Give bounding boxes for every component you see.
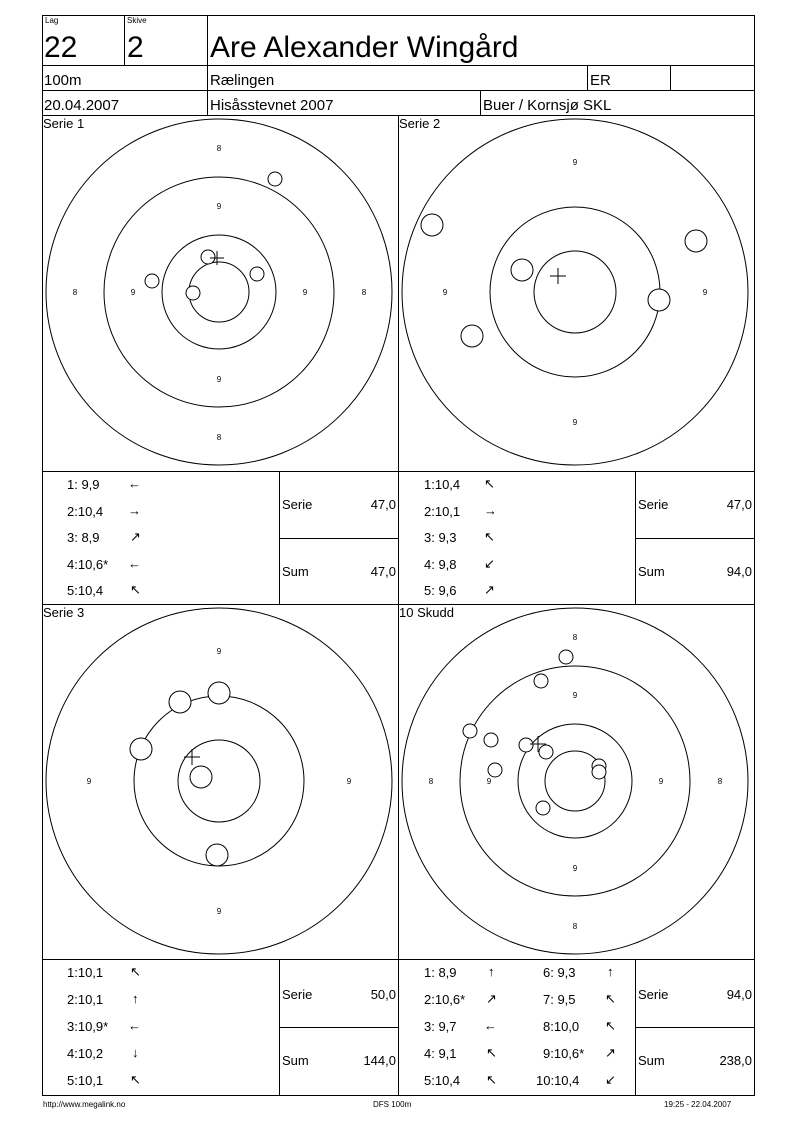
shot-row [67, 557, 108, 572]
shot-row [543, 965, 576, 980]
serie-value: 50,0 [370, 987, 396, 1002]
shot-row [67, 1073, 103, 1088]
sum-value: 47,0 [370, 564, 396, 579]
footer-url[interactable]: http://www.megalink.no [43, 1100, 126, 1109]
direction-arrow-icon: ← [128, 1018, 141, 1033]
header-div-class [670, 65, 671, 90]
shot-score: 10,4 [434, 477, 461, 492]
shot-row [67, 530, 100, 545]
shot-score: 10,4 [554, 1073, 580, 1088]
shot-row [543, 992, 576, 1007]
header-div-club [587, 65, 588, 90]
target-serie-3 [43, 605, 398, 960]
shooter-name: Are Alexander Wingård [210, 31, 519, 64]
shot-hole [145, 274, 159, 288]
ring-label: 9 [216, 907, 222, 916]
direction-arrow-icon: ↖ [486, 1072, 497, 1087]
shot-score: 10,1 [77, 965, 104, 980]
shot-number: 5: [67, 1073, 78, 1088]
direction-arrow-icon: → [128, 503, 141, 518]
shot-score: 9,6 [434, 583, 457, 598]
ring-label: 9 [658, 777, 664, 786]
direction-arrow-icon: ← [128, 476, 141, 491]
panel1-score-rule [42, 471, 754, 472]
direction-arrow-icon: ← [484, 1018, 497, 1033]
serie-label: Serie [638, 497, 669, 512]
target-10-skudd [399, 605, 754, 960]
shot-hole [685, 230, 707, 252]
shot-hole [208, 682, 230, 704]
p1-serie-sum-div [279, 538, 398, 539]
group-center-cross [184, 749, 200, 765]
panel-title-serie-1: Serie 1 [43, 116, 85, 131]
ring-label: 9 [346, 777, 352, 786]
border-right [754, 15, 755, 1095]
p4-serie-sum-div [635, 1027, 754, 1028]
shot-hole [559, 650, 573, 664]
shot-number: 7: [543, 992, 554, 1007]
header-rule-2 [42, 90, 754, 91]
shot-row [67, 477, 100, 492]
shot-number: 4: [424, 557, 435, 572]
shot-row [424, 1046, 457, 1061]
venue: Buer / Kornsjø SKL [483, 97, 612, 114]
direction-arrow-icon: → [484, 503, 497, 518]
ring-label: 9 [486, 777, 492, 786]
lag-number: 22 [44, 31, 78, 64]
skive-label: Skive [127, 16, 147, 25]
shot-number: 3: [67, 530, 78, 545]
shot-hole [488, 763, 502, 777]
shot-hole [484, 733, 498, 747]
shot-number: 3: [424, 530, 435, 545]
shot-number: 1: [424, 477, 435, 492]
shot-number: 5: [424, 583, 435, 598]
panel-title-serie-3: Serie 3 [43, 605, 85, 620]
direction-arrow-icon: ↖ [130, 1072, 141, 1087]
shot-number: 5: [67, 583, 78, 598]
shot-number: 2: [424, 504, 435, 519]
shot-score: 10,6* [434, 992, 466, 1007]
shot-row [424, 1073, 460, 1088]
ring-label: 8 [216, 144, 222, 153]
sum-label: Sum [282, 1053, 309, 1068]
serie-label: Serie [638, 987, 669, 1002]
direction-arrow-icon: ↖ [130, 964, 141, 979]
serie-value: 94,0 [726, 987, 752, 1002]
p3-serie-sum-div [279, 1027, 398, 1028]
skive-number: 2 [127, 31, 144, 64]
distance: 100m [44, 72, 82, 89]
shot-row [543, 1019, 579, 1034]
direction-arrow-icon: ↗ [130, 529, 141, 544]
ring-label: 8 [216, 433, 222, 442]
direction-arrow-icon: ↖ [484, 476, 495, 491]
ring-label: 8 [72, 288, 78, 297]
shot-hole [461, 325, 483, 347]
shot-number: 4: [424, 1046, 435, 1061]
group-center-cross [550, 268, 566, 284]
date: 20.04.2007 [44, 97, 120, 114]
footer-program: DFS 100m [373, 1100, 412, 1109]
direction-arrow-icon: ↓ [132, 1045, 139, 1060]
direction-arrow-icon: ↑ [488, 964, 495, 979]
ring-label: 8 [428, 777, 434, 786]
shot-row [536, 1073, 579, 1088]
p2-serie-sum-div [635, 538, 754, 539]
footer-timestamp: 19:25 - 22.04.2007 [664, 1100, 732, 1109]
header-rule-1 [42, 65, 754, 66]
ring-label: 9 [442, 288, 448, 297]
serie-label: Serie [282, 987, 313, 1002]
shot-hole [206, 844, 228, 866]
shot-number: 3: [67, 1019, 78, 1034]
shot-number: 2: [424, 992, 435, 1007]
ring-label: 9 [572, 158, 578, 167]
shot-number: 2: [67, 992, 78, 1007]
direction-arrow-icon: ↙ [484, 556, 495, 571]
shot-row [424, 1019, 457, 1034]
shot-hole [592, 765, 606, 779]
shot-score: 10,1 [77, 992, 104, 1007]
direction-arrow-icon: ↑ [607, 964, 614, 979]
shot-number: 3: [424, 1019, 435, 1034]
shot-score: 8,9 [434, 965, 457, 980]
shot-score: 9,3 [553, 965, 576, 980]
border-bottom [42, 1095, 755, 1096]
shot-row [67, 992, 103, 1007]
shot-hole [250, 267, 264, 281]
ring-label: 8 [717, 777, 723, 786]
ring-label: 8 [361, 288, 367, 297]
shot-score: 10,6* [553, 1046, 585, 1061]
header-div-event [480, 90, 481, 115]
panel-title-10-skudd: 10 Skudd [399, 605, 454, 620]
target-serie-1 [43, 116, 398, 471]
ring-label: 9 [572, 418, 578, 427]
shot-hole [519, 738, 533, 752]
shot-hole [268, 172, 282, 186]
shot-hole [201, 250, 215, 264]
direction-arrow-icon: ↙ [605, 1072, 616, 1087]
shot-score: 9,1 [434, 1046, 457, 1061]
serie-label: Serie [282, 497, 313, 512]
shot-hole [511, 259, 533, 281]
shot-number: 4: [67, 1046, 78, 1061]
shot-number: 8: [543, 1019, 554, 1034]
shot-row [424, 477, 460, 492]
ring-label: 9 [216, 202, 222, 211]
header-div-name [207, 15, 208, 115]
target-serie-2 [399, 116, 754, 471]
shot-score: 10,6* [77, 557, 109, 572]
shot-hole [190, 766, 212, 788]
ring-label: 9 [216, 647, 222, 656]
club: Rælingen [210, 72, 275, 89]
shot-hole [463, 724, 477, 738]
direction-arrow-icon: ↑ [132, 991, 139, 1006]
shot-hole [536, 801, 550, 815]
direction-arrow-icon: ↖ [484, 529, 495, 544]
shot-score: 10,4 [434, 1073, 461, 1088]
shot-number: 10: [536, 1073, 555, 1088]
shot-score: 10,9* [77, 1019, 109, 1034]
shot-score: 9,5 [553, 992, 576, 1007]
shot-score: 9,3 [434, 530, 457, 545]
serie-value: 47,0 [726, 497, 752, 512]
direction-arrow-icon: ↗ [486, 991, 497, 1006]
shot-score: 9,9 [77, 477, 100, 492]
shot-number: 2: [67, 504, 78, 519]
direction-arrow-icon: ↖ [130, 582, 141, 597]
shot-number: 1: [67, 477, 78, 492]
shot-hole [130, 738, 152, 760]
shot-row [424, 504, 460, 519]
sum-label: Sum [282, 564, 309, 579]
shot-row [424, 992, 465, 1007]
ring-label: 9 [702, 288, 708, 297]
shot-row [67, 1046, 103, 1061]
shot-hole [539, 745, 553, 759]
direction-arrow-icon: ↖ [605, 991, 616, 1006]
shot-hole [534, 674, 548, 688]
shot-row [67, 1019, 108, 1034]
sum-value: 144,0 [363, 1053, 396, 1068]
direction-arrow-icon: ↖ [605, 1018, 616, 1033]
shot-score: 10,4 [77, 583, 104, 598]
shot-row [424, 530, 457, 545]
sum-label: Sum [638, 564, 665, 579]
shot-number: 1: [67, 965, 78, 980]
ring-label: 8 [572, 922, 578, 931]
ring-label: 9 [572, 864, 578, 873]
ring-label: 9 [216, 375, 222, 384]
shot-number: 5: [424, 1073, 435, 1088]
sum-value: 238,0 [719, 1053, 752, 1068]
shot-row [424, 557, 457, 572]
direction-arrow-icon: ← [128, 556, 141, 571]
border-top [42, 15, 754, 16]
shot-row [67, 965, 103, 980]
shot-score: 10,0 [553, 1019, 580, 1034]
shot-row [67, 583, 103, 598]
direction-arrow-icon: ↖ [486, 1045, 497, 1060]
event-name: Hisåsstevnet 2007 [210, 97, 334, 114]
shot-score: 9,8 [434, 557, 457, 572]
ring-label: 9 [302, 288, 308, 297]
ring-label: 9 [86, 777, 92, 786]
shot-score: 10,1 [434, 504, 461, 519]
lag-label: Lag [45, 16, 59, 25]
shot-row [543, 1046, 584, 1061]
panel-title-serie-2: Serie 2 [399, 116, 441, 131]
ring-label: 9 [572, 691, 578, 700]
shot-score: 9,7 [434, 1019, 457, 1034]
shot-score: 10,2 [77, 1046, 104, 1061]
shot-score: 10,4 [77, 504, 104, 519]
shot-score: 8,9 [77, 530, 100, 545]
ring-label: 8 [572, 633, 578, 642]
shot-row [424, 583, 457, 598]
direction-arrow-icon: ↗ [605, 1045, 616, 1060]
shot-hole [421, 214, 443, 236]
shot-number: 9: [543, 1046, 554, 1061]
sum-label: Sum [638, 1053, 665, 1068]
shot-hole [648, 289, 670, 311]
shot-score: 10,1 [77, 1073, 104, 1088]
ring-label: 9 [130, 288, 136, 297]
shot-row [424, 965, 457, 980]
shot-hole [169, 691, 191, 713]
shot-hole [186, 286, 200, 300]
sum-value: 94,0 [726, 564, 752, 579]
serie-value: 47,0 [370, 497, 396, 512]
shot-number: 6: [543, 965, 554, 980]
header-div-lag [124, 15, 125, 65]
direction-arrow-icon: ↗ [484, 582, 495, 597]
shot-row [67, 504, 103, 519]
shot-number: 1: [424, 965, 435, 980]
shot-number: 4: [67, 557, 78, 572]
shooter-class: ER [590, 72, 611, 89]
